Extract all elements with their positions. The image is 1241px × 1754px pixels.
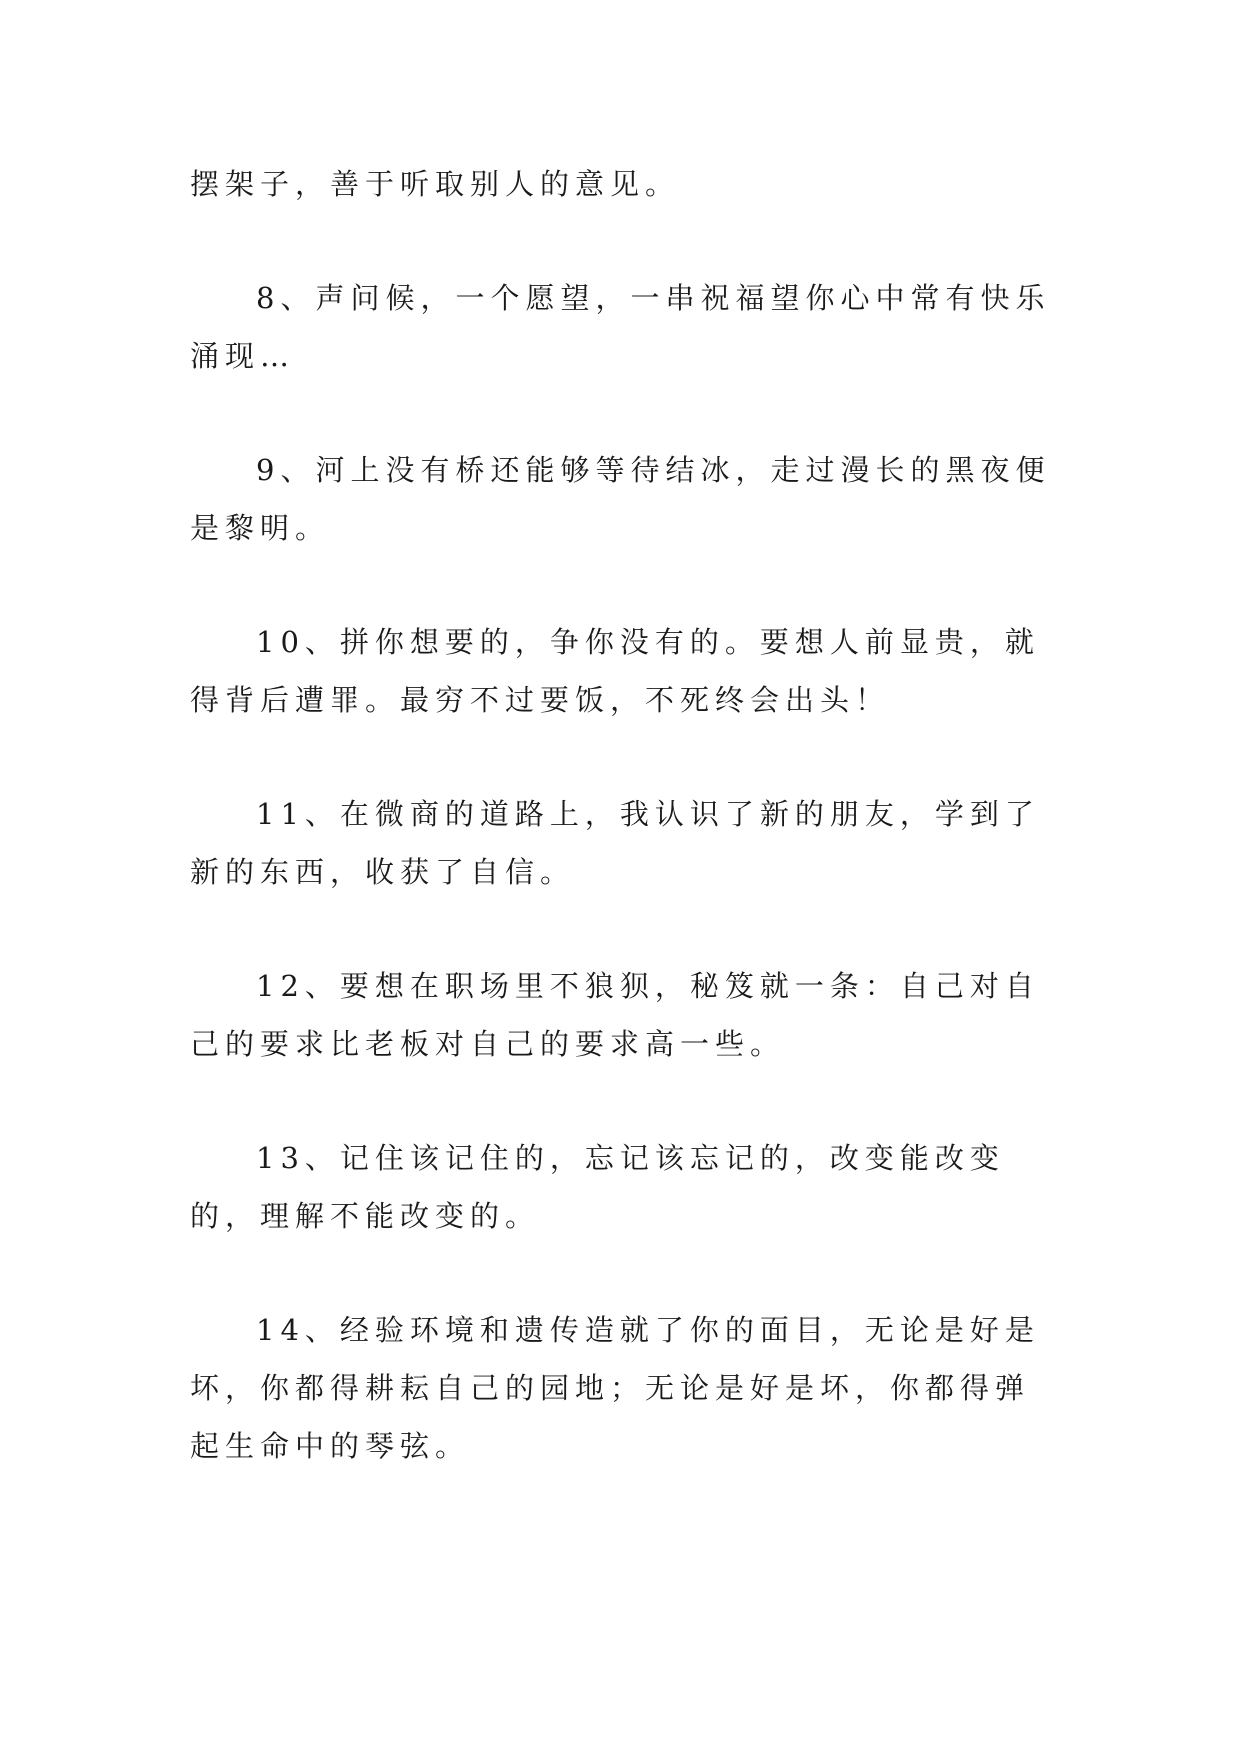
paragraph-12: 12、要想在职场里不狼狈，秘笈就一条：自己对自己的要求比老板对自己的要求高一些。 [190,969,1040,1061]
paragraph-8: 8、声问候，一个愿望，一串祝福望你心中常有快乐涌现… [190,281,1051,373]
paragraph-gap [190,729,1052,785]
document-body [190,155,1052,1475]
paragraph-14: 14、经验环境和遗传造就了你的面目，无论是好是坏，你都得耕耘自己的园地；无论是好是坏，你都得弹起生命中的琴弦。 [190,1313,1040,1463]
paragraph-gap [190,213,1052,269]
paragraph-10: 10、拼你想要的，争你没有的。要想人前显贵，就得背后遭罪。最穷不过要饭，不死终会出头！ [190,625,1040,717]
paragraph-gap [190,557,1052,613]
paragraph-gap [190,1073,1052,1129]
paragraph-gap [190,385,1052,441]
paragraph-gap [190,901,1052,957]
paragraph-9: 9、河上没有桥还能够等待结冰，走过漫长的黑夜便是黎明。 [190,453,1051,545]
paragraph-11: 11、在微商的道路上，我认识了新的朋友，学到了新的东西，收获了自信。 [190,797,1040,889]
paragraph-13: 13、记住该记住的，忘记该忘记的，改变能改变的，理解不能改变的。 [190,1141,1005,1233]
paragraph-gap [190,1245,1052,1301]
paragraph-continuation: 摆架子，善于听取别人的意见。 [190,167,681,201]
